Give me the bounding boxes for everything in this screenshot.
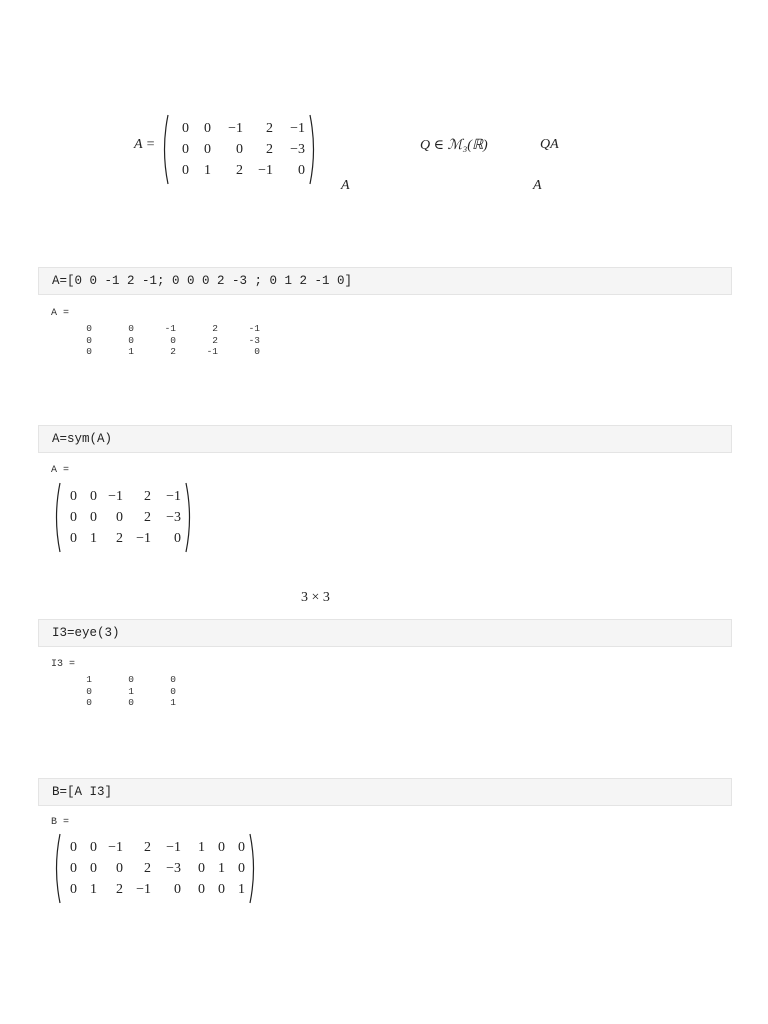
output-value: 0 [170, 685, 176, 697]
matrix-entry: −3 [290, 142, 305, 157]
output-value: 0 [86, 334, 92, 346]
output-value: 2 [212, 334, 218, 346]
matrix-entry: 0 [298, 163, 305, 178]
output-value: 1 [128, 685, 134, 697]
right-paren [248, 833, 258, 904]
output-value: 0 [170, 674, 176, 685]
output-value: 1 [86, 674, 92, 685]
numeric-output-3 [70, 674, 176, 709]
output-value: 0 [254, 346, 260, 357]
matrix-entry: 2 [144, 489, 151, 504]
matrix-entry: 0 [70, 882, 77, 897]
matrix-entry: −1 [258, 163, 273, 178]
matrix-entry: 2 [116, 531, 123, 546]
matrix-entry: 0 [70, 489, 77, 504]
matrix-entry: 0 [90, 489, 97, 504]
code-cell-2[interactable] [38, 425, 732, 453]
output-value: -1 [206, 346, 218, 357]
matrix-entry: 0 [238, 861, 245, 876]
code-input-3: I3=eye(3) [52, 626, 120, 640]
numeric-output-1 [70, 323, 260, 358]
matrix-entry: 0 [116, 861, 123, 876]
matrix-entry: 1 [90, 882, 97, 897]
code-cell-3[interactable] [38, 619, 732, 647]
output-value: 2 [212, 323, 218, 334]
matrix-entry: 0 [182, 163, 189, 178]
matrix-entry: 0 [238, 840, 245, 855]
matrix-entry: 0 [116, 510, 123, 525]
output-value: 0 [170, 334, 176, 346]
output-value: 2 [170, 346, 176, 357]
matrix-entries [170, 114, 308, 185]
output-name-2: A = [51, 465, 70, 476]
code-input-1: A=[0 0 -1 2 -1; 0 0 0 2 -3 ; 0 1 2 -1 0] [52, 274, 353, 288]
a-mark-1: A [341, 178, 350, 193]
matrix-entry: −1 [228, 121, 243, 136]
output-value: 0 [128, 334, 134, 346]
matrix-entry: 2 [236, 163, 243, 178]
matrix-entry: 0 [236, 142, 243, 157]
symbolic-output-matrix-a [52, 482, 194, 553]
matrix-entry: 2 [266, 142, 273, 157]
qa-text: QA [540, 137, 559, 152]
output-value: -1 [164, 323, 176, 334]
matrix-entries [62, 833, 248, 904]
matrix-entry: 0 [174, 531, 181, 546]
code-input-4: B=[A I3] [52, 785, 113, 799]
matrix-entry: 1 [204, 163, 211, 178]
matrix-entry: 2 [266, 121, 273, 136]
matrix-entry: 0 [218, 882, 225, 897]
output-name-1: A = [51, 308, 70, 319]
matrix-entry: 0 [90, 510, 97, 525]
matrix-entry: 0 [182, 121, 189, 136]
code-cell-4[interactable] [38, 778, 732, 806]
matrix-entry: 0 [218, 840, 225, 855]
output-value: 1 [128, 346, 134, 357]
output-value: 0 [86, 697, 92, 708]
left-paren [52, 833, 62, 904]
matrix-entry: 0 [90, 840, 97, 855]
matrix-entry: 0 [70, 531, 77, 546]
output-value: 0 [86, 346, 92, 357]
matrix-entry: 0 [198, 882, 205, 897]
right-paren [184, 482, 194, 553]
matrix-entry: −3 [166, 861, 181, 876]
matrix-entry: 0 [174, 882, 181, 897]
equation-label: A = [134, 137, 156, 152]
matrix-entry: 0 [198, 861, 205, 876]
output-value: 0 [86, 323, 92, 334]
q-membership-text: Q ∈ ℳ₃(ℝ) [420, 138, 488, 153]
matrix-entry: 0 [70, 840, 77, 855]
left-paren [160, 114, 170, 185]
matrix-entry: 2 [144, 861, 151, 876]
matrix-entry: −1 [166, 489, 181, 504]
matrix-entry: −1 [136, 882, 151, 897]
output-name-3: I3 = [51, 659, 76, 670]
matrix-entry: 2 [144, 840, 151, 855]
output-value: 0 [86, 685, 92, 697]
matrix-entry: −3 [166, 510, 181, 525]
matrix-entry: 1 [198, 840, 205, 855]
matrix-entry: −1 [290, 121, 305, 136]
output-value: 0 [128, 323, 134, 334]
right-paren [308, 114, 318, 185]
matrix-entry: −1 [108, 840, 123, 855]
matrix-entry: 0 [204, 142, 211, 157]
output-value: -1 [248, 323, 260, 334]
matrix-entry: 1 [90, 531, 97, 546]
code-input-2: A=sym(A) [52, 432, 113, 446]
matrix-entry: 0 [182, 142, 189, 157]
code-cell-1[interactable] [38, 267, 732, 295]
matrix-entry: 0 [204, 121, 211, 136]
output-value: 0 [128, 697, 134, 708]
matrix-entry: 0 [90, 861, 97, 876]
a-mark-2: A [533, 178, 542, 193]
output-value: -3 [248, 334, 260, 346]
output-value: 1 [170, 697, 176, 708]
dimension-text: 3 × 3 [301, 590, 330, 605]
intro-matrix-a [160, 114, 318, 185]
matrix-entry: 1 [218, 861, 225, 876]
matrix-entry: 2 [144, 510, 151, 525]
matrix-entry: 0 [70, 510, 77, 525]
output-value: 0 [128, 674, 134, 685]
matrix-entry: −1 [166, 840, 181, 855]
matrix-entry: 2 [116, 882, 123, 897]
matrix-entry: −1 [108, 489, 123, 504]
matrix-entry: 0 [70, 861, 77, 876]
matrix-entry: 1 [238, 882, 245, 897]
matrix-entry: −1 [136, 531, 151, 546]
output-name-4: B = [51, 817, 70, 828]
left-paren [52, 482, 62, 553]
matrix-entries [62, 482, 184, 553]
symbolic-output-matrix-b [52, 833, 258, 904]
